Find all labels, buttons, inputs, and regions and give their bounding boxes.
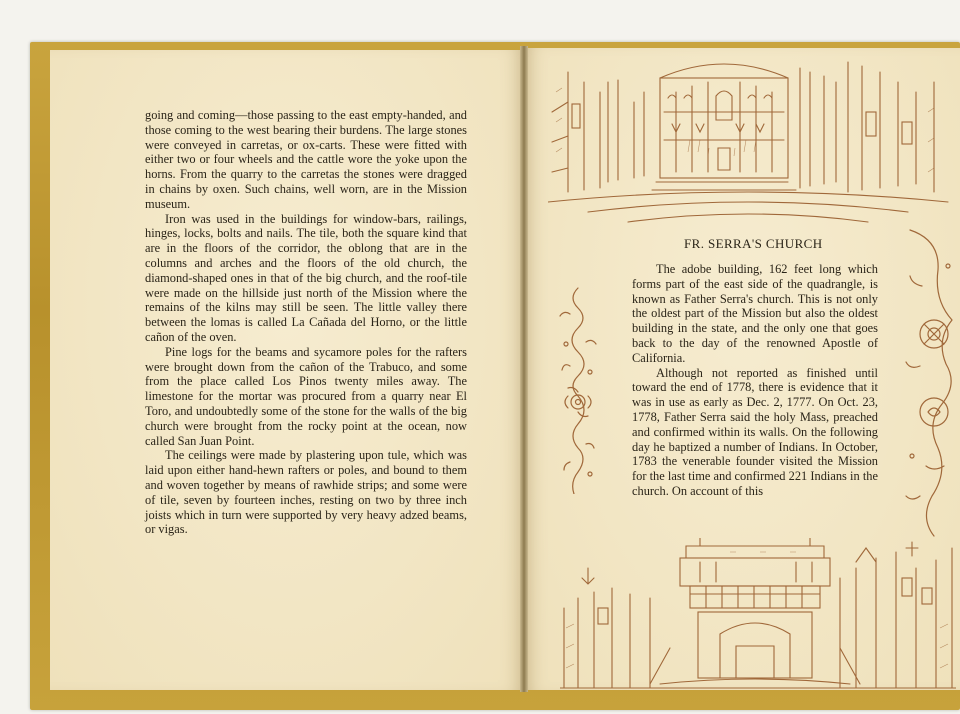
left-floral-border <box>556 284 600 494</box>
paragraph: Iron was used in the buildings for window-bars, railings, hinges, locks, bolts and nails. The tile, both the square kind that are in the floors of the corridor, the oblong that are in the columns and arches and the floors of the old church, the diamond-shaped ones in that of the big church, and the roof-tile were made on the hillside just north of the Mission where the remains of the kilns may still be seen. The little valley there between the lomas is called La Cañada del Horno, or the little cañon of the oven. <box>145 211 467 344</box>
paragraph: The ceilings were made by plastering upon tule, which was laid upon either hand-hewn rafters or poles, and bound to them and woven together by means of rawhide strips; and some were of tile, seven by fourteen inches, resting on two by three inch joists which in turn were supported by very heavy adzed beams, or vigas. <box>145 448 467 537</box>
altar-illustration <box>548 52 950 228</box>
mission-facade-illustration <box>560 538 956 690</box>
paragraph: going and coming—those passing to the east empty-handed, and those coming to the west bearing their burdens. The large stones were conveyed in carretas, or ox-carts. These were fitted with either two or four wheels and the cattle wore the yoke upon the horns. From the quarry to the carretas the stones were dragged in chains by oxen. Such chains, well worn, are in the Mission museum. <box>145 108 467 211</box>
paragraph: The adobe building, 162 feet long which forms part of the east side of the quadrangle, is known as Father Serra's church. This is not only the oldest part of the Mission but also the oldest building in the state, and the only one that goes back to the day of the renowned Apostle of California. <box>632 262 878 365</box>
chapter-title: FR. SERRA'S CHURCH <box>684 236 823 251</box>
left-page-text <box>145 108 467 537</box>
paragraph: Pine logs for the beams and sycamore poles for the rafters were brought down from the cañon of the Trabuco, and some from the place called Los Pinos twenty miles away. The limestone for the mortar was procured from a quarry near El Toro, and undoubtedly some of the stone for the walls of the big church were brought from the rocky point at the ocean, now called San Juan Point. <box>145 344 467 448</box>
right-floral-border <box>900 226 960 538</box>
paragraph: Although not reported as finished until toward the end of 1778, there is evidence that it was in use as early as Dec. 2, 1777. On Oct. 23, 1778, Father Serra said the holy Mass, preached and confirmed within its walls. On the following day he baptized a number of Indians. In October, 1783 the venerable founder visited the Mission for the last time and confirmed 221 Indians in the church. On account of this <box>632 365 878 498</box>
book-gutter <box>520 46 528 692</box>
right-page-text <box>632 262 878 499</box>
